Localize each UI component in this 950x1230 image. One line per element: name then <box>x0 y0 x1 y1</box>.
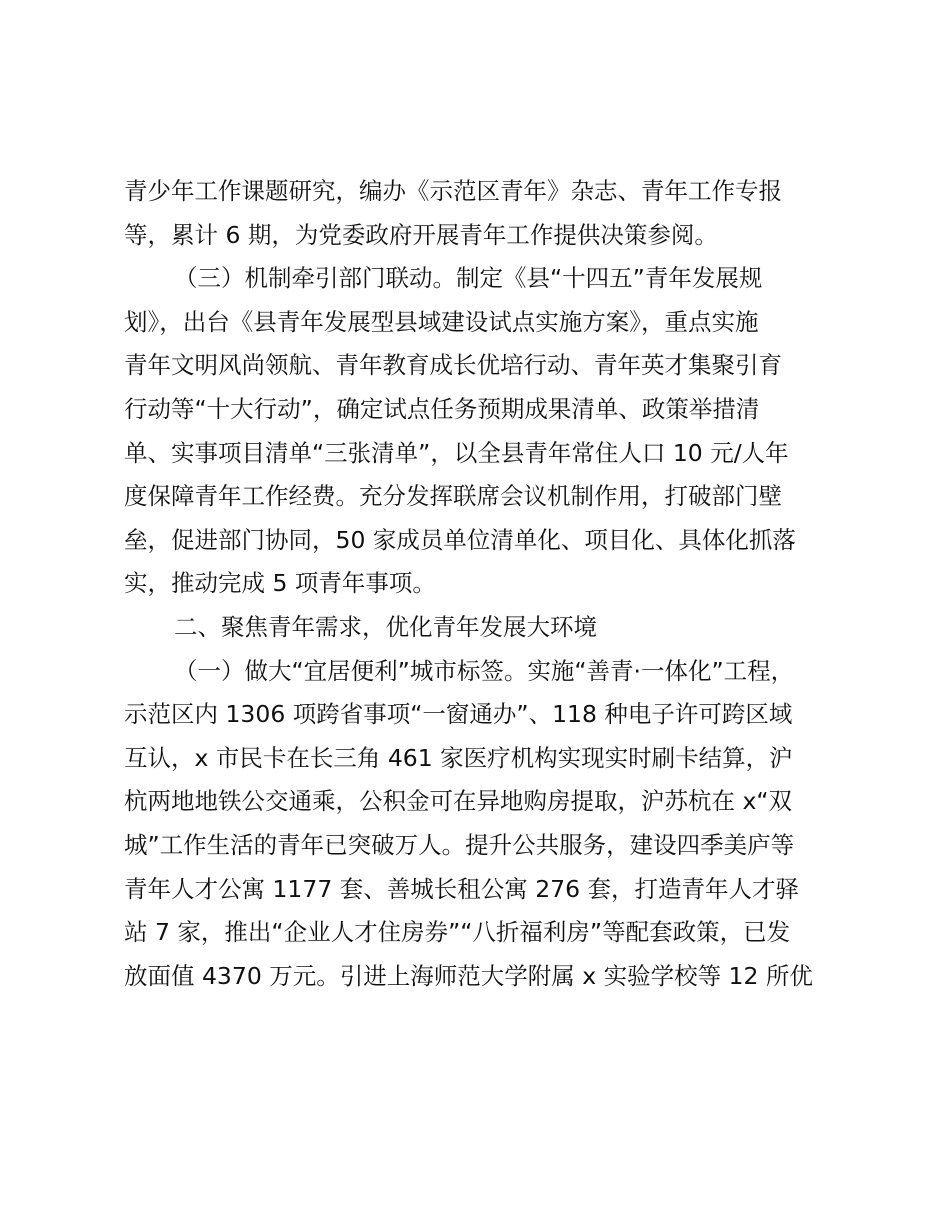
text-line-18: 站 7 家，推出“企业人才住房券”“八折福利房”等配套政策，已发 <box>124 918 791 947</box>
text-line-2: 等，累计 6 期，为党委政府开展青年工作提供决策参阅。 <box>124 220 718 249</box>
text-line-1: 青少年工作课题研究，编办《示范区青年》杂志、青年工作专报 <box>124 177 782 205</box>
text-line-4: 划》，出台《县青年发展型县域建设试点实施方案》，重点实施 <box>124 307 759 336</box>
text-line-19: 放面值 4370 万元。引进上海师范大学附属 x 实验学校等 12 所优 <box>124 961 813 990</box>
text-line-9: 垒，促进部门协同，50 家成员单位清单化、项目化、具体化抓落 <box>124 525 796 554</box>
text-line-14: 互认，x 市民卡在长三角 461 家医疗机构实现实时刷卡结算，沪 <box>124 743 793 772</box>
text-line-5: 青年文明风尚领航、青年教育成长优培行动、青年英才集聚引育 <box>124 351 782 380</box>
text-line-17: 青年人才公寓 1177 套、善城长租公寓 276 套，打造青年人才驿 <box>124 874 800 903</box>
text-line-13: 示范区内 1306 项跨省事项“一窗通办”、118 种电子许可跨区域 <box>124 700 793 729</box>
text-line-7: 单、实事项目清单“三张清单”，以全县青年常住人口 10 元/人年 <box>124 438 789 467</box>
text-line-6: 行动等“十大行动”，确定试点任务预期成果清单、政策举措清 <box>124 394 760 423</box>
text-line-3: （三）机制牵引部门联动。制定《县“十四五”青年发展规 <box>174 264 763 293</box>
text-line-12: （一）做大“宜居便利”城市标签。实施“善青·一体化”工程， <box>174 656 795 685</box>
text-line-8: 度保障青年工作经费。充分发挥联席会议机制作用，打破部门壁 <box>124 482 782 511</box>
text-line-15: 杭两地地铁公交通乘，公积金可在异地购房提取，沪苏杭在 x“双 <box>124 787 793 816</box>
section-heading: 二、聚焦青年需求，优化青年发展大环境 <box>174 612 597 641</box>
text-line-10: 实，推动完成 5 项青年事项。 <box>124 569 436 598</box>
text-line-16: 城”工作生活的青年已突破万人。提升公共服务，建设四季美庐等 <box>124 830 795 859</box>
body-text <box>124 170 844 998</box>
